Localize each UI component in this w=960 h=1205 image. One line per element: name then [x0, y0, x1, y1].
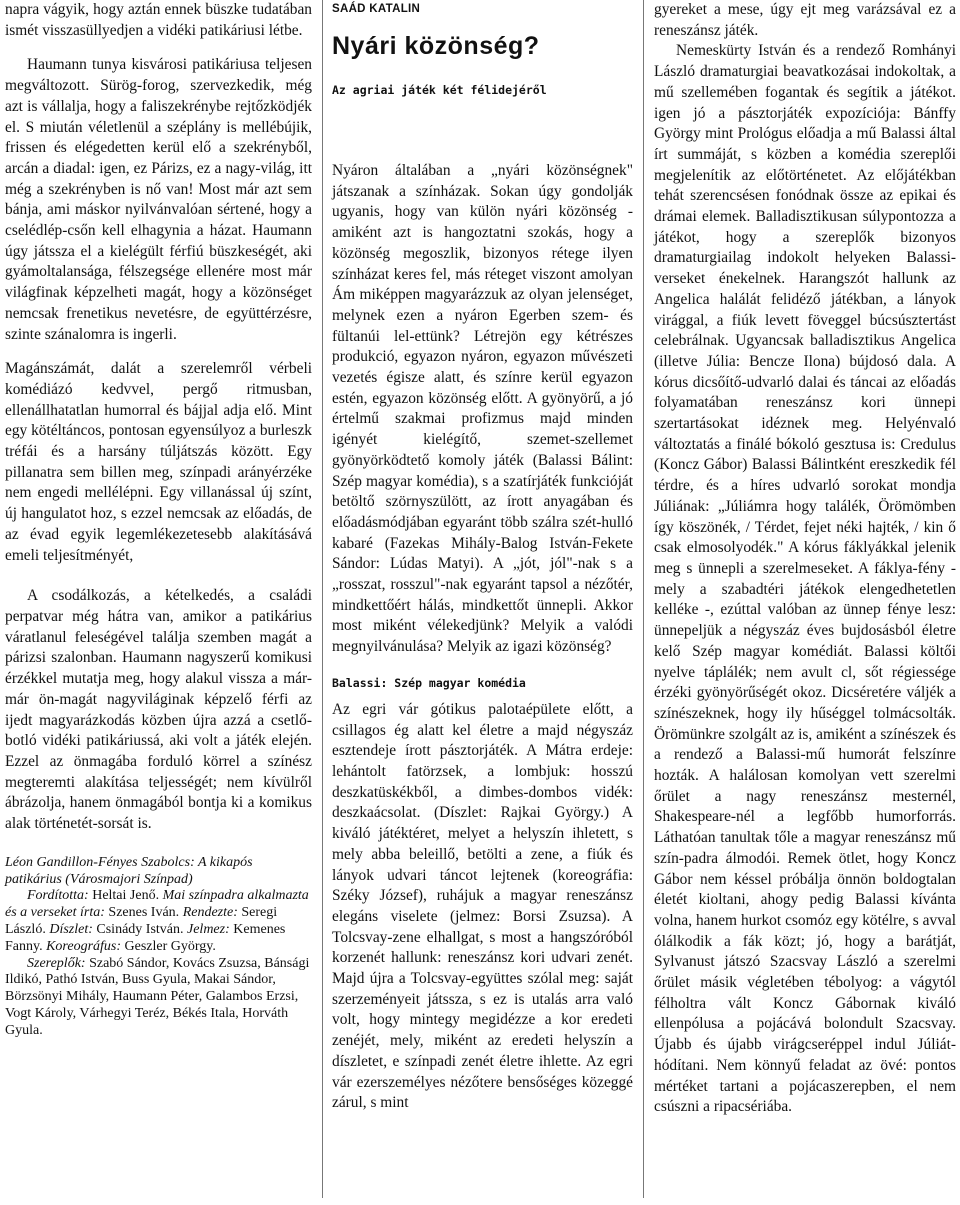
paragraph: Nemeskürty István és a rendező Romhányi László dramaturgiai beavatkozásai indokoltak, a mű szellemében fogantak és segítik a játékot. igen jó a pásztorjáték expozíciója: Bánffy György mint Prológus előadja a mű Balassi által írt summáját, s közben a komédia szereplői megjelenítik az előtörténetet. Az előjátékban tehát szerencsésen fonódnak össze az epikai és drámai elemek. Balladisztikusan súlypontozza a játékot, hogy a szereplők bizonyos dramaturgiailag indokolt helyeken Balassi-verseket énekelnek. Harangszót hallunk az Angelica halálát felidéző játékban, a lányok virággal, a fiúk levett föveggel búcsúsztertást celebrálnak. Ugyancsak balladisztikus Angelica (illetve Júlia: Bencze Ilona) bújdosó dala. A kórus dicsőítő-udvarló dalai és táncai az előadás folyamatában reneszánsz kori ünnepi szertartásokat idéznek meg. Helyénvaló változtatás a finálé bókoló gesztusa is: Credulus (Koncz Gábor) Balassi Bálintként ereszkedik fél térdre, és a híres udvarló sorokat mondja Júliának: „Júliámra hogy találék, Örömömben így köszönék, / Térdet, fejet néki hajték, / kin ő csak elmosolyodék." A kórus fáklyákkal jelenik meg s ünnepli a szerelmeseket. A fáklya-fény - mely a szabadtéri játékok elengedhetetlen kelléke -, ezúttal valóban az ünnep fénye lesz: ünnepeljük a négyszáz éves bujdosásból életre kelő Szép magyar komédiát. Balassi költői nyelve táplálék; nem avult cl, sőt régiessége érzéki gyönyörűségét okoz. Dicséretére váljék a színészeknek, hogy ily hűséggel tolmácsolták. Örömünkre szolgált az is, amiként a színészek és a rendező a Balassi-mű humorát felszínre hozták. A halálosan komolyan vett szerelmi őrület a nagy reneszánsz mesternél, Shakespeare-nél a legfőbb humorforrás. Láthatóan tanultak tőle a magyar reneszánsz mű szín-padra álmodói. Remek ötlet, hogy Koncz Gábor nem késsel próbálja önnön boldogtalan életét kioltani, ahogy pedig Balassi kívánta volna, hanem hurkot csomóz egy kötélre, s avval ólálkodik a fák közt; jó, hogy a barátját, Sylvanust játszó Szacsvay László a szerelmi őrület másik végletében tébolyog: a vágytól félholtra vált Koncz Gábornak kiváló ellenpólusa a pojácává bolondult Szacsvay. Újabb és újabb virágcseréppel indul Júliát-hódítani. Nem könnyű feladat az övé: pontos mértéket tartani a pojácaszerepben, el nem csúszni a ripacsériába.: [654, 42, 956, 1116]
production-credits: [5, 855, 312, 1040]
paragraph: napra vágyik, hogy aztán ennek büszke tudatában ismét visszasüllyedjen a vidéki patikáriusi létbe.: [5, 1, 312, 39]
paragraph: gyereket a mese, úgy ejt meg varázsával ez a reneszánsz játék.: [654, 1, 956, 39]
column-left: [5, 0, 312, 1039]
credits-label: Jelmez:: [187, 921, 230, 937]
column-divider: [322, 0, 323, 1198]
paragraph: Nyáron általában a „nyári közönségnek" játszanak a színházak. Sokan úgy gondolják ugyanis, hogy van külön nyári közönség - amiként azt is hangoztatni szokás, hogy a közönség megoszlik, bizonyos rétege ilyen színházat keres fel, más réteget viszont amolyan Ám miképpen magyarázzuk az olyan jelenséget, melynek ezen a nyáron Egerben szem- és fültanúi lel-ettünk? Létrejön egy kétrészes produkció, egyazon nyáron, egyazon művészeti vezetés égisze alatt, és színre kerül egyazon estén, egyazon közönség előtt. A gyönyörű, a jó értelmű szakmai profizmus majd minden igényét kielégítő, szemet-szellemet gyönyörködtető komoly játék (Balassi Bálint: Szép magyar komédia), s a szatírjáték funkcióját betöltő szörnyszülött, az írott anyagában és előadásmódjában egyaránt több szálra szét-hulló kabaré (Fazekas Mihály-Balog István-Fekete Sándor: Lúdas Matyi). A „jót, jól"-nak s a „rosszat, rosszul"-nak egyaránt tapsol a nézőtér, mindkettőért hálás, mindkettőt ünnepli. Akkor most miként vélekedjünk? Melyik a valódi megnyilvánulása? Melyik az igazi közönség?: [332, 162, 633, 656]
column-right: [654, 0, 956, 1118]
paragraph: A csodálkozás, a kételkedés, a családi perpatvar még hátra van, amikor a patikárius váratlanul feleségével találja szemben magát a párizsi szalonban. Haumann nagyszerű komikusi érzékkel mutatja meg, hogy alakul vissza a már-már ön-magát nagyviláginak képzelő férfi az ijedt magyarázkodás közben újra azzá a csetlő-botló vidéki patikáriussá, aki volt a játék elején. Ezzel az önmagába forduló körrel a színész megteremti alakítása teljességét; nem kívülről ábrázolja, hanem önmagából bontja ki a komikus alak történetét-sorsát is.: [5, 587, 312, 833]
column-divider: [643, 0, 644, 1198]
credits-value: Csinády István.: [96, 921, 184, 937]
credits-value: Szabó Sándor, Kovács Zsuzsa, Bánsági Ildikó, Pathó István, Buss Gyula, Makai Sándor, Börzsönyi Mihály, Haumann Péter, Galambos Erzsi, Vogt Károly, Várhegyi Teréz, Békés Itala, Horváth Gyula.: [5, 955, 310, 1038]
credits-label: Fordította:: [27, 888, 89, 904]
paragraph: Magánszámát, dalát a szerelemről vérbeli komédiázó kedvvel, pergő ritmusban, ellenállhatatlan humorral és bájjal adja elő. Mint egy kötéltáncos, pontosan egyensúlyoz a burleszk tréfái és a harsány túljátszás között. Egy pillanatra sem billen meg, színpadi arányérzéke nem engedi mellélépni. Egy villanással új színt, új hangulatot hoz, s ezzel nemcsak az előadás, de az évad egyik legemlékezetesebb alakításává emeli teljesítményét,: [5, 360, 312, 564]
credits-label: Koreográfus:: [46, 938, 122, 954]
credits-value: Kemenes Fanny.: [5, 921, 286, 954]
credits-value: Geszler György.: [124, 938, 216, 954]
credits-cast: [5, 956, 312, 1040]
paragraph: Haumann tunya kisvárosi patikáriusa teljesen megváltozott. Sürög-forog, szervezkedik, még azt is vállalja, hogy a faliszekrénybe rejtőzködjék el. S miután véletlenül a széplány is mellébújik, frissen és elégedetten kerül elő a szekrényből, arcán a diadal: igen, ez Párizs, ez a nagy-világ, itt még a szekrényben is nő van! Most már azt sem bánja, ami máskor nyilvánvalóan sértené, hogy a cselédlép-csőn kell elhagynia a házat. Haumann úgy játssza el a kielégült férfiú büszkeségét, aki gyámoltalansága, félszegsége ellenére most már világfinak képzelheti magát, hogy a közönséget nemcsak frenetikus nevetésre, de együttérzésre, szinte szánalomra is ingerli.: [5, 56, 312, 343]
credits-translation: [5, 888, 312, 955]
article-headline: Nyári közönség?: [332, 32, 540, 60]
credits-label: Díszlet:: [49, 921, 93, 937]
credits-label: Rendezte:: [182, 905, 238, 921]
section-subhead: Balassi: Szép magyar komédia: [332, 675, 526, 690]
credits-value: Heltai Jenő.: [92, 888, 160, 904]
credits-value: Szenes Iván.: [108, 905, 180, 921]
article-deck: Az agriai játék két félidejéről: [332, 83, 547, 97]
column-middle: [330, 0, 633, 1114]
credits-value: Seregi László.: [5, 905, 278, 937]
paragraph: Az egri vár gótikus palotaépülete előtt, a csillagos ég alatt kel életre a majd négyszáz esztendeje írott pásztorjáték. A Mátra erdeje: lehántolt fatörzsek, a lombjuk: hosszú deszkatüskékből, a dimbes-dombos vidék: deszkaácsolat. (Díszlet: Rajkai György.) A kiváló játéktéret, melyet a helyszín ihletett, s mely abba beleillő, betölti a zene, a fiúk és lányok udvari táncot lejtenek (koreográfia: Széky József), ruhájuk a magyar reneszánsz elegáns viselete (jelmez: Borsi Zsuzsa). A Tolcsvay-zene elhallgat, s most a hangszóróból korzenét hallunk: reneszánsz kori udvari zenét. Majd újra a Tolcsvay-együttes szólal meg: saját szerzeményeit játssza, s ez is utalás arra való volt, hogy mintegy megidézze a kor eredeti zenéjét, mely, miként az eredeti helyszín a díszletet, e színpadi zenét életre ihlette. Az egri vár ezerszemélyes nézőtere bensőséges közeggé zárul, s mint: [332, 700, 633, 1112]
credits-label: Mai színpadra alkalmazta és a verseket írta:: [5, 888, 309, 921]
credits-label: Szereplők:: [27, 955, 86, 971]
credits-title: Léon Gandillon-Fényes Szabolcs: A kikapós patikárius (Városmajori Színpad): [5, 854, 253, 887]
article-author: SAÁD KATALIN: [332, 3, 421, 15]
